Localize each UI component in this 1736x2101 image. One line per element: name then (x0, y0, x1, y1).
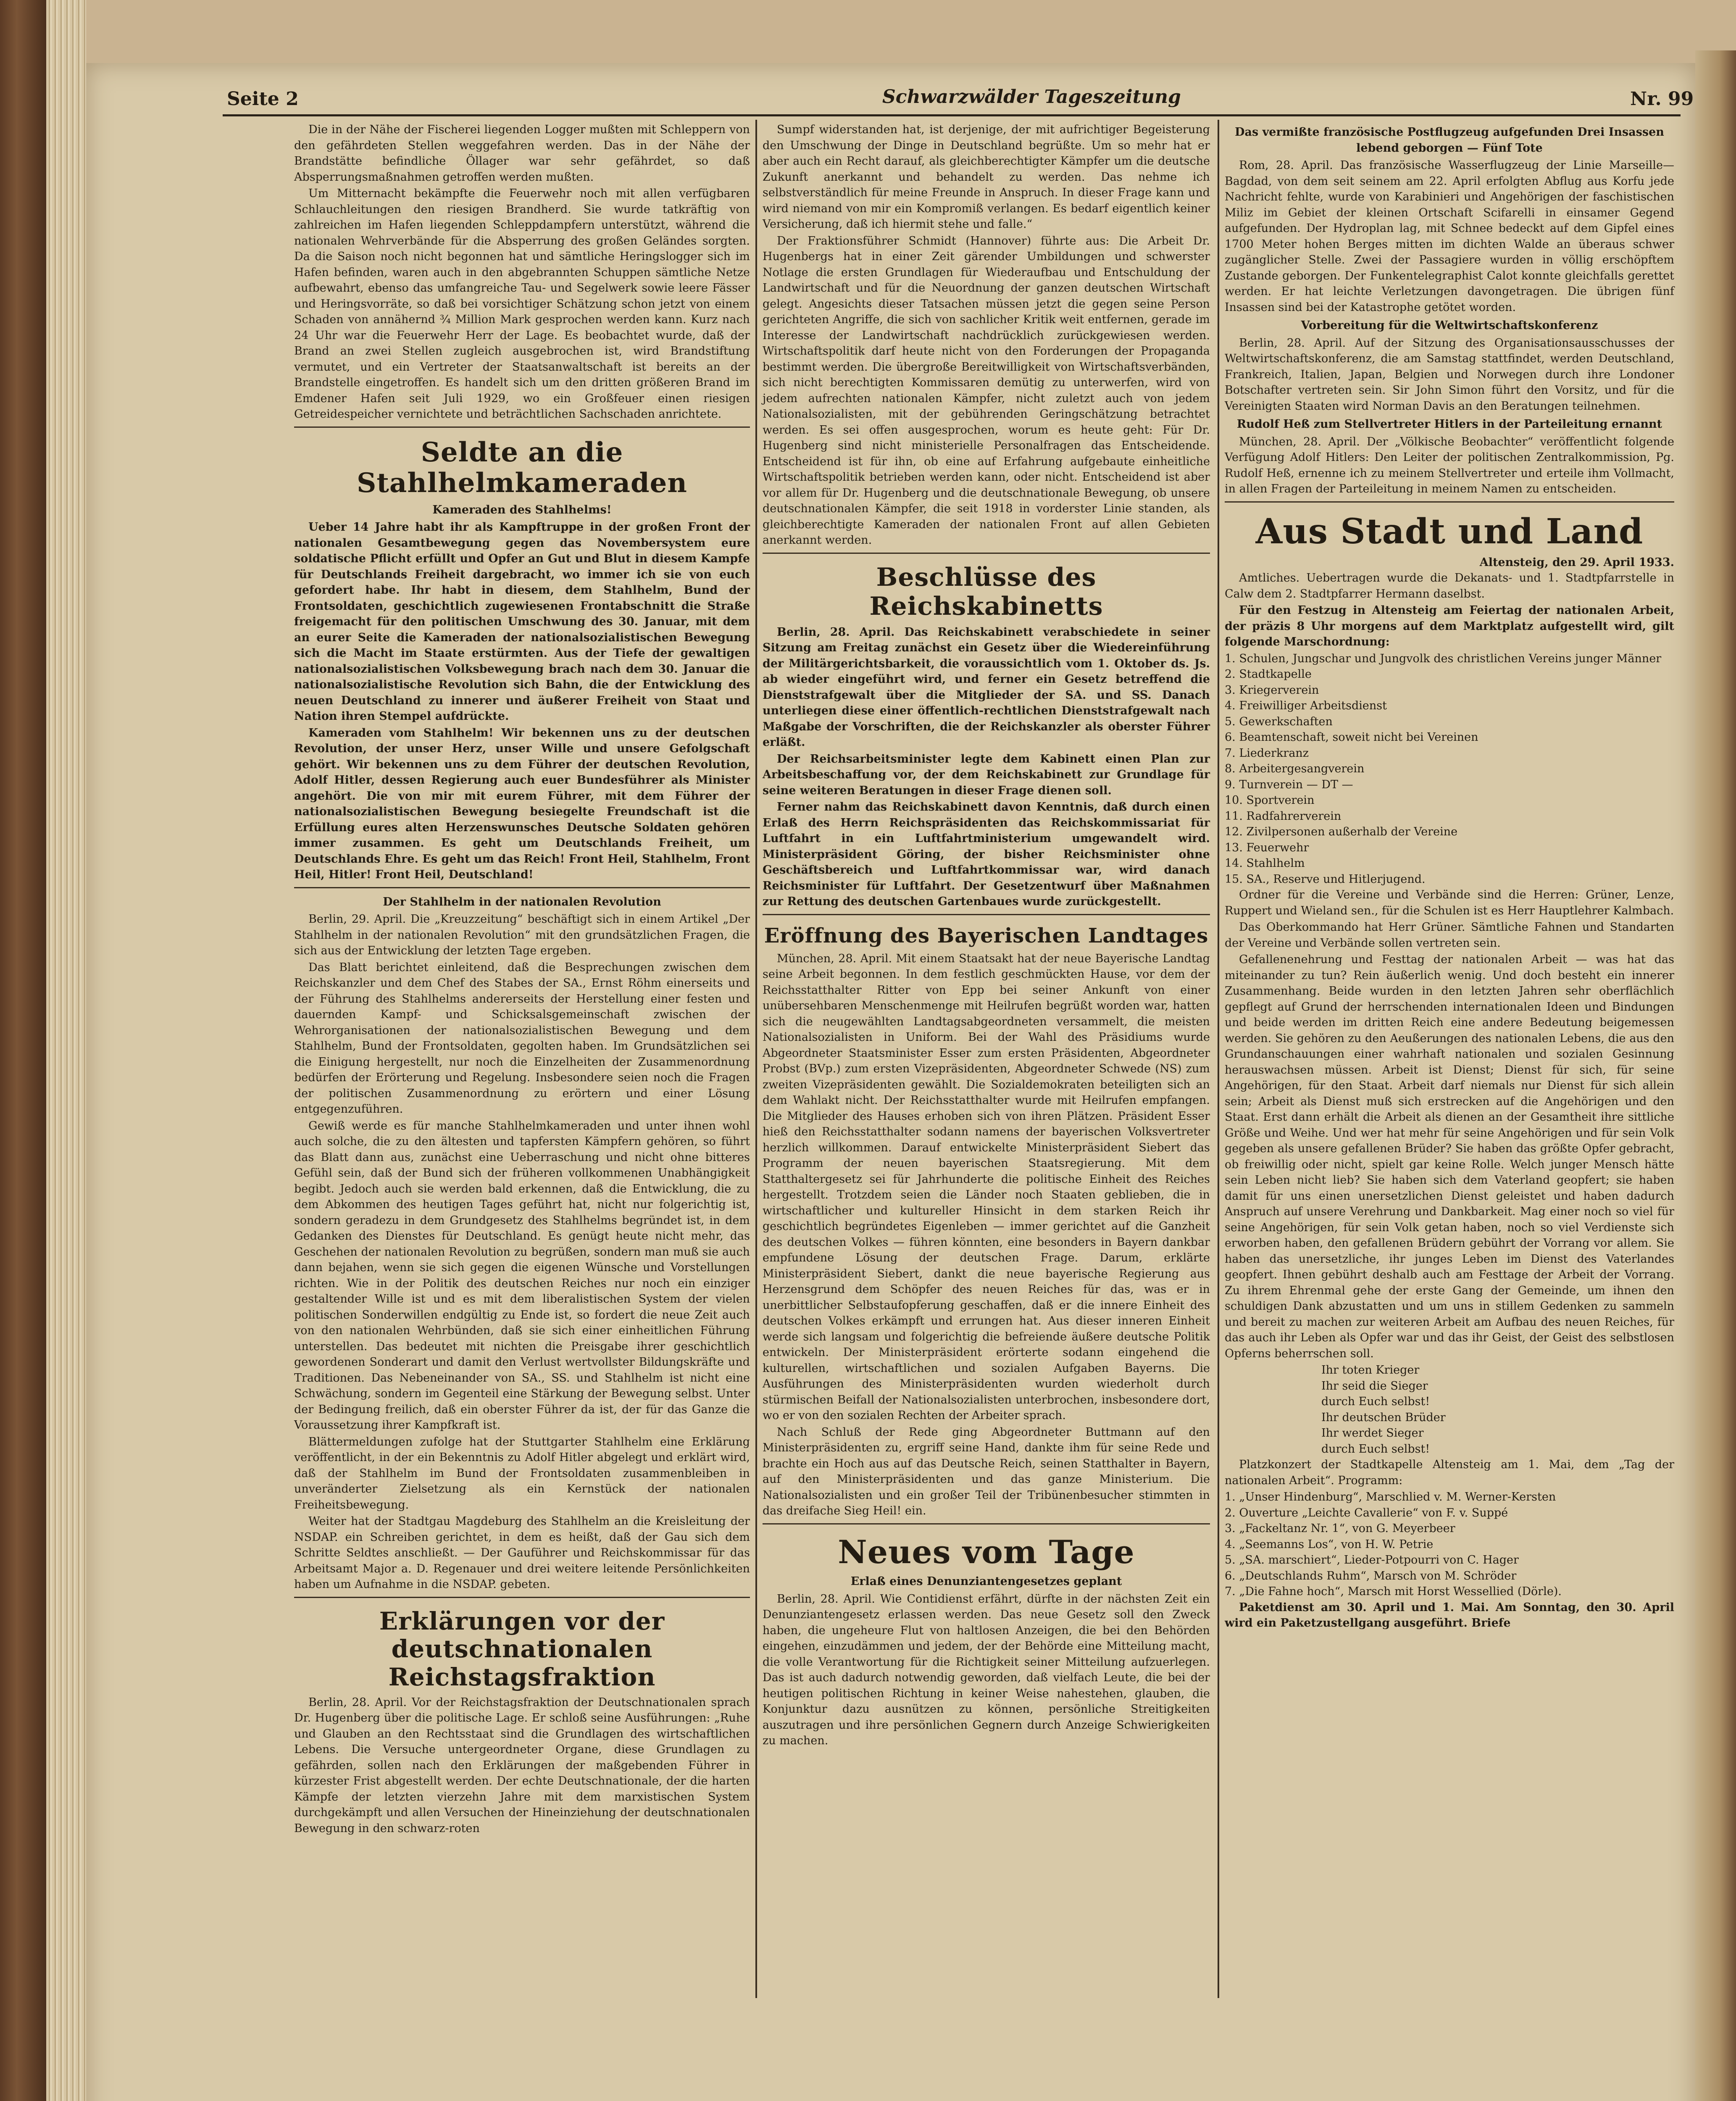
headline-erklaerungen: Erklärungen vor der deutschnationalen Reichstagsfraktion (379, 1606, 665, 1692)
list-item: 8. Arbeitergesangverein (1225, 762, 1365, 776)
headline-weltwirtschaftskonferenz: Vorbereitung für die Weltwirtschaftskonferenz (1301, 319, 1598, 332)
list-item: 10. Sportverein (1225, 794, 1315, 807)
list-item: 7. „Die Fahne hoch“, Marsch mit Horst Wessellied (Dörle). (1225, 1585, 1562, 1598)
list-item: 9. Turnverein — DT — (1225, 778, 1353, 791)
article-paragraph: Kameraden vom Stahlhelm! Wir bekennen uns zu der deutschen Revolution, der unser Herz, unser Wille und unsere Gefolgschaft gehört. Wir bekennen uns zu dem Führer der deutschen Revolution, Adolf Hitler, dessen Regierung auch euer Bundesführer als Minister angehört. Die von mir mit eurem Führer, mit dem Führer der nationalsozialistischen Bewegung besiegelte Freundschaft ist die Erfüllung eures alten Herzenswunsches Deutsche Soldaten gehören immer zusammen. Es geht um Deutschlands Freiheit, um Deutschlands Ehre. Es geht um das Reich! Front Heil, Stahlhelm, Front Heil, Hitler! Front Heil, Deutschland! (294, 726, 750, 882)
article-paragraph: Platzkonzert der Stadtkapelle Altensteig am 1. Mai, dem „Tag der nationalen Arbeit“. Programm: (1225, 1458, 1674, 1487)
list-item: 4. Freiwilliger Arbeitsdienst (1225, 699, 1387, 713)
list-item: 13. Feuerwehr (1225, 841, 1309, 854)
article-divider (763, 1523, 1210, 1524)
issue-number: Nr. 99 (1630, 88, 1694, 110)
binding-edge (46, 0, 86, 2101)
list-item: 2. Ouverture „Leichte Cavallerie“ von F. v. Suppé (1225, 1506, 1508, 1519)
article-paragraph: Weiter hat der Stadtgau Magdeburg des Stahlhelm an die Kreisleitung der NSDAP. ein Schreiben gerichtet, in dem es heißt, daß der Gau sich dem Schritte Seldtes anschließt. — Der Gauführer und Reichskommissar für das Arbeitsamt Major a. D. Regenauer und drei weitere leitende Persönlichkeiten haben um Aufnahme in die NSDAP. gebeten. (294, 1515, 750, 1591)
article-paragraph: Berlin, 28. April. Vor der Reichstagsfraktion der Deutschnationalen sprach Dr. Hugenberg über die politische Lage. Er schloß seine Ausführungen: „Ruhe und Glauben an den Rechtsstaat sind die Grundlagen des wirtschaftlichen Lebens. Die Versuche untergeordneter Organe, diese Grundlagen zu gefährden, sollen nach den Erklärungen der maßgebenden Führer in kürzester Frist abgestellt werden. Der echte Deutschnationale, der die harten Kämpfe der letzten vierzehn Jahre mit dem marxistischen System durchgekämpft und allen Versuchen der Hineinziehung der deutschnationalen Bewegung in den schwarz-roten (294, 1696, 750, 1835)
list-item: 3. Kriegerverein (1225, 683, 1319, 697)
list-item: 2. Stadtkapelle (1225, 668, 1312, 681)
headline-neues-vom-tage: Neues vom Tage (838, 1533, 1135, 1571)
list-item: 6. „Deutschlands Ruhm“, Marsch von M. Schröder (1225, 1569, 1517, 1582)
article-paragraph: Sumpf widerstanden hat, ist derjenige, der mit aufrichtiger Begeisterung den Umschwung der Dinge in Deutschland begrüßte. Um so mehr hat er aber auch ein Recht darauf, als gleichberechtigter Kämpfer um die deutsche Zukunft anerkannt und behandelt zu werden. Das nehme ich selbstverständlich für meine Freunde in Anspruch. In dieser Frage kann und wird niemand von mir ein Kompromiß verlangen. Es bedarf eigentlich keiner Versicherung, daß ich hiermit stehe und falle.“ (763, 123, 1210, 231)
article-paragraph: Das Oberkommando hat Herr Grüner. Sämtliche Fahnen und Standarten der Vereine und Verbände sollen vertreten sein. (1225, 921, 1674, 950)
list-item: 5. „SA. marschiert“, Lieder-Potpourri von C. Hager (1225, 1553, 1519, 1567)
headline-reichskabinett: Beschlüsse des Reichskabinetts (869, 562, 1103, 621)
column-1 (294, 122, 750, 1837)
article-paragraph: Gewiß werde es für manche Stahlhelmkameraden und unter ihnen wohl auch solche, die zu den ältesten und tapfersten Kämpfern gehören, so führt das Blatt dann aus, zunächst eine Ueberraschung und nicht ohne bitteres Gefühl sein, daß der Bund sich der früheren vollkommenen Unabhängigkeit begibt. Jedoch auch sie werden bald erkennen, daß die Entwicklung, die zu dem Abkommen des heutigen Tages geführt hat, nicht nur folgerichtig ist, sondern geradezu in dem Grundgesetz des Stahlhelms begründet ist, in dem Gedanken des Dienstes für Deutschland. Es genügt heute nicht mehr, das Geschehen der nationalen Revolution zu begrüßen, sondern man muß sie auch dann bejahen, wenn sie sich gegen die eigenen Wünsche und Vorstellungen richten. Wie in der Politik des deutschen Reiches nur noch ein einziger gestaltender Wille ist und es mit dem liberalistischen System der vielen politischen Sonderwillen endgültig zu Ende ist, so fordert die neue Zeit auch von den nationalen Wehrbünden, daß sie sich einer einheitlichen Führung unterstellen. Das bedeutet mit nichten die Preisgabe ihrer geschichtlich gewordenen Sonderart und damit den Verlust wertvollster Bildungskräfte und Traditionen. Das Nebeneinander von SA., SS. und Stahlhelm ist nicht eine Schwächung, sondern im Gegenteil eine Stärkung der Bewegung selbst. Unter der Bedingung freilich, daß ein oberster Führer da ist, der für das Ganze die Voraussetzung ihrer Kampfkraft ist. (294, 1119, 750, 1432)
article-paragraph: Ferner nahm das Reichskabinett davon Kenntnis, daß durch einen Erlaß des Herrn Reichspräsidenten das Reichskommissariat für Luftfahrt in ein Luftfahrtministerium umgewandelt wird. Ministerpräsident Göring, der bisher Reichsminister ohne Geschäftsbereich und Luftfahrtkommissar war, wird danach Reichsminister für Luftfahrt. Der Gesetzentwurf über Maßnahmen zur Rettung des deutschen Gartenbaues wurde zurückgestellt. (763, 800, 1210, 908)
list-item: 6. Beamtenschaft, soweit nicht bei Vereinen (1225, 731, 1478, 744)
article-divider (763, 553, 1210, 554)
headline-stahlhelm-revolution: Der Stahlhelm in der nationalen Revolution (383, 895, 661, 908)
header-rule (223, 114, 1681, 116)
article-paragraph: München, 28. April. Mit einem Staatsakt hat der neue Bayerische Landtag seine Arbeit begonnen. In dem festlich geschmückten Hause, vor dem der Reichsstatthalter Ritter von Epp bei seiner Ankunft von einer unübersehbaren Menschenmenge mit Heilrufen begrüßt worden war, hatten sich die neugewählten Landtagsabgeordneten versammelt, die meisten Nationalsozialisten in Uniform. Bei der Wahl des Präsidiums wurde Abgeordneter Staatsminister Esser zum ersten Präsidenten, Abgeordneter Probst (BVp.) zum ersten Vizepräsidenten, Abgeordneter Schwede (NS) zum zweiten Vizepräsidenten gewählt. Die Sozialdemokraten beteiligten sich an dem Wahlakt nicht. Der Reichsstatthalter wurde mit Heilrufen empfangen. Die Mitglieder des Hauses erhoben sich von ihren Plätzen. Präsident Esser hieß den Reichsstatthalter sodann namens der bayerischen Volksvertreter herzlich willkommen. Darauf entwickelte Ministerpräsident Siebert das Programm der neuen bayerischen Staatsregierung. Mit dem Statthaltergesetz sei für Jahrhunderte die politische Einheit des Reiches hergestellt. Trotzdem seien die Länder noch Staaten geblieben, die in wirtschaftlicher und kultureller Hinsicht in dem starken Reich ihr geschichtlich begründetes Eigenleben — immer gerichtet auf die Ganzheit des deutschen Volkes — führen könnten, eine besonders in Bayern dankbar empfundene Lösung der deutschen Frage. Darum, erklärte Ministerpräsident Siebert, dankt die neue bayerische Regierung aus Herzensgrund dem Schöpfer des neuen Reiches für das, was er in unerbittlicher Selbstaufopferung geschaffen, daß er die innere Einheit des deutschen Volkes erkämpft und errungen hat. Aus dieser inneren Einheit werde sich langsam und folgerichtig die befreiende äußere deutsche Politik entwickeln. Der Ministerpräsident erörterte sodann eingehend die kulturellen, wirtschaftlichen und sozialen Aufgaben Bayerns. Die Ausführungen des Ministerpräsidenten wurden wiederholt durch stürmischen Beifall der Nationalsozialisten unterbrochen, insbesondere dort, wo er von den sozialen Rechten der Arbeiter sprach. (763, 952, 1210, 1422)
poem-line: Ihr seid die Sieger (1321, 1379, 1428, 1393)
article-paragraph: Nach Schluß der Rede ging Abgeordneter Buttmann auf den Ministerpräsidenten zu, ergriff seine Hand, dankte ihm für seine Rede und brachte ein Hoch aus auf das Deutsche Reich, seinen Statthalter in Bayern, auf den Ministerpräsidenten und das ganze Ministerium. Die Nationalsozialisten und ein großer Teil der Tribünenbesucher stimmten in das dreifache Sieg Heil! ein. (763, 1425, 1210, 1518)
poem-line: Ihr deutschen Brüder (1321, 1411, 1446, 1424)
article-paragraph: Rom, 28. April. Das französische Wasserflugzeug der Linie Marseille—Bagdad, von dem seit seinem am 22. April erfolgten Abflug aus Korfu jede Nachricht fehlte, wurde von Karabinieri und Angehörigen der faschistischen Miliz im Gebiet der kleinen Ortschaft Scifarelli in einsamer Gegend aufgefunden. Der Hydroplan lag, mit Schnee bedeckt auf dem Gipfel eines 1700 Meter hohen Berges mitten im dichten Walde an überaus schwer zugänglicher Stelle. Zwei der Passagiere wurden in völlig erschöpftem Zustande geborgen. Der Funkentelegraphist Calot konnte gleichfalls gerettet werden. Er hat leichte Verletzungen davongetragen. Die übrigen fünf Insassen sind bei der Katastrophe getötet worden. (1225, 159, 1674, 314)
list-item: 1. Schulen, Jungschar und Jungvolk des christlichen Vereins junger Männer (1225, 652, 1662, 665)
article-divider (763, 914, 1210, 915)
poem-line: durch Euch selbst! (1321, 1442, 1430, 1456)
article-paragraph: Der Reichsarbeitsminister legte dem Kabinett einen Plan zur Arbeitsbeschaffung vor, der dem Reichskabinett zur Grundlage für seine weiteren Beratungen in dieser Frage dienen soll. (763, 752, 1210, 797)
list-item: 14. Stahlhelm (1225, 857, 1305, 870)
article-paragraph: Ueber 14 Jahre habt ihr als Kampftruppe in der großen Front der nationalen Gesamtbewegung gegen das Novembersystem eure soldatische Pflicht erfüllt und Opfer an Gut und Blut in diesem Kampfe für Deutschlands Freiheit dargebracht, wo immer ich sie von euch gefordert habe. Ihr habt in diesem, dem Stahlhelm, Bund der Frontsoldaten, geschichtlich zugewiesenen Frontabschnitt die Straße freigemacht für den politischen Umschwung des 30. Januar, mit dem an eurer Seite die Kameraden der nationalsozialistischen Bewegung sich die Macht im Staate erstürmten. Aus der Tiefe der gewaltigen nationalsozialistischen Volksbewegung brach nach dem 30. Januar die nationalsozialistische Revolution sich Bahn, die der Entwicklung des neuen Deutschland zu innerer und äußerer Freiheit von Staat und Nation ihren Stempel aufdrückte. (294, 521, 750, 723)
subheading: Erlaß eines Denunziantengesetzes geplant (850, 1575, 1122, 1588)
subheading: Kameraden des Stahlhelms! (432, 503, 612, 516)
headline-seldte: Seldte an die Stahlhelmkameraden (357, 436, 687, 499)
article-divider (1225, 501, 1674, 503)
article-paragraph: Berlin, 28. April. Das Reichskabinett verabschiedete in seiner Sitzung am Freitag zunächst ein Gesetz über die Wiedereinführung der Militärgerichtsbarkeit, die voraussichtlich vom 1. Oktober ds. Js. ab wieder eingeführt wird, und ferner ein Gesetz betreffend die Dienststrafgewalt über die Mitglieder der SA. und SS. Danach unterliegen diese einer öffentlich-rechtlichen Dienststrafgewalt nach Maßgabe der Vorschriften, die der Reichskanzler als oberster Führer erläßt. (763, 625, 1210, 749)
list-item: 15. SA., Reserve und Hitlerjugend. (1225, 872, 1426, 886)
newspaper-title: Schwarzwälder Tageszeitung (882, 86, 1181, 108)
list-item: 5. Gewerkschaften (1225, 715, 1333, 728)
poem-line: Ihr toten Krieger (1321, 1364, 1420, 1377)
article-paragraph: Das Blatt berichtet einleitend, daß die Besprechungen zwischen dem Reichskanzler und dem Chef des Stabes der SA., Ernst Röhm einerseits und der Führung des Stahlhelms andererseits der Herstellung einer festen und dauernden Kampf- und Schicksalsgemeinschaft zwischen der Wehrorganisationen der nationalsozialistischen Bewegung und dem Stahlhelm, Bund der Frontsoldaten, gegolten haben. Im Grundsätzlichen sei die Einigung hergestellt, nur noch die Einzelheiten der Zusammenordnung bedürfen der Erörterung und Regelung. Insbesondere seien noch die Fragen der politischen Zusammenordnung zu erörtern und einer Lösung entgegenzuführen. (294, 961, 750, 1116)
article-divider (294, 427, 750, 428)
concert-program-list (1225, 1489, 1674, 1600)
list-item: 4. „Seemanns Los“, von H. W. Petrie (1225, 1538, 1434, 1551)
article-paragraph: Für den Festzug in Altensteig am Feiertag der nationalen Arbeit, der präzis 8 Uhr morgens auf dem Marktplatz aufgestellt wird, gilt folgende Marschordnung: (1225, 604, 1674, 649)
list-item: 12. Zivilpersonen außerhalb der Vereine (1225, 825, 1458, 839)
article-paragraph: Um Mitternacht bekämpfte die Feuerwehr noch mit allen verfügbaren Schlauchleitungen den riesigen Brandherd. Sie wurde tatkräftig von zahlreichen im Hafen liegenden Schleppdampfern unterstützt, während die nationalen Wehrverbände für die Absperrung des großen Geländes sorgten. Da die Saison noch nicht begonnen hat und sämtliche Heringslogger sich im Hafen befinden, waren auch in den abgebrannten Schuppen sämtliche Netze aufbewahrt, ebenso das umfangreiche Tau- und Segelwerk sowie leere Fässer und Heringsvorräte, so daß bei vorsichtiger Schätzung schon jetzt von einem Schaden von annähernd ¾ Million Mark gesprochen werden kann. Kurz nach 24 Uhr war die Feuerwehr Herr der Lage. Es beobachtet wurde, daß der Brand an zwei Stellen zugleich ausgebrochen ist, wird Brandstiftung vermutet, und ein Vertreter der Staatsanwaltschaft ist bereits an der Brandstelle eingetroffen. Es handelt sich um den dritten größeren Brand im Emdener Hafen seit Juli 1929, wo ein Großfeuer einen riesigen Getreidespeicher vernichtete und beträchtlichen Sachschaden anrichtete. (294, 187, 750, 421)
article-paragraph: Blättermeldungen zufolge hat der Stuttgarter Stahlhelm eine Erklärung veröffentlicht, in der ein Bekenntnis zu Adolf Hitler abgelegt und erklärt wird, daß der Stahlhelm im Bund der Frontsoldaten zusammenbleiben in unveränderter Zielsetzung als ein Kernstück der nationalen Freiheitsbewegung. (294, 1435, 750, 1511)
article-paragraph: Gefallenenehrung und Festtag der nationalen Arbeit — was hat das miteinander zu tun? Rein äußerlich wenig. Und doch besteht ein innerer Zusammenhang. Beide wurden in den letzten Jahren sehr oberflächlich gepflegt auf Grund der herrschenden internationalen Ideen und Bindungen und beide werden im dritten Reich eine andere Bedeutung beigemessen werden. Sie gehören zu den Aeußerungen des nationalen Lebens, die aus den Grundanschauungen einer wahrhaft nationalen und sozialen Gesinnung herauswachsen müssen. Arbeit ist Dienst; Dienst für sich, für seine Angehörigen, für den Staat. Arbeit darf niemals nur Dienst für sich allein sein; Arbeit als Dienst muß sich erstrecken auf die Angehörigen und den Staat. Erst dann erhält die Arbeit als dienen an der Gesamtheit ihre sittliche Größe und Weihe. Und wer hat mehr für seine Angehörigen und für sein Volk gegeben als unsere gefallenen Brüder? Sie haben das größte Opfer gebracht, ob freiwillig oder nicht, spielt gar keine Rolle. Welch junger Mensch hätte sein Leben nicht lieb? Sie haben sich dem Vaterland geopfert; sie haben damit für uns einen unersetzlichen Dienst geleistet und haben dadurch Anspruch auf unsere Verehrung und Dankbarkeit. Mag einer noch so viel für seine Angehörigen, für sein Volk getan haben, noch so viel Verdienste sich erworben haben, den gefallenen Brüdern gebührt der Vorrang vor allem. Sie haben das unersetzliche, ihr junges Leben im Dienst des Vaterlandes geopfert. Ihnen gebührt deshalb auch am Festtage der Arbeit der Vorrang. Zu ihrem Ehrenmal gehe der erste Gang der Gemeinde, um ihnen den schuldigen Dank abzustatten und um uns in stillem Gedenken zu sammeln und bereit zu machen zur weiteren Arbeit am Aufbau des neuen Reiches, für das auch ihr Leben als Opfer war und das ihr Geist, der Geist des selbstlosen Opferns beherrschen soll. (1225, 953, 1674, 1360)
headline-bayerischer-landtag: Eröffnung des Bayerischen Landtages (764, 924, 1209, 948)
article-paragraph: Die in der Nähe der Fischerei liegenden Logger mußten mit Schleppern von den gefährdeten Stellen weggefahren werden. Das in der Nähe der Brandstätte befindliche Öllager war sehr gefährdet, so daß Absperrungsmaßnahmen getroffen werden mußten. (294, 123, 750, 184)
list-item: 7. Liederkranz (1225, 746, 1309, 760)
article-divider (294, 887, 750, 888)
column-divider (755, 120, 757, 1998)
column-2 (763, 122, 1210, 1750)
article-divider (294, 1597, 750, 1598)
poem (1321, 1362, 1674, 1457)
article-paragraph: Der Fraktionsführer Schmidt (Hannover) führte aus: Die Arbeit Dr. Hugenbergs hat in einer Zeit gärender Umbildungen und schwerster Notlage die ersten Grundlagen für Wiederaufbau und Entschuldung der Landwirtschaft und für die Neuordnung der ganzen deutschen Wirtschaft gelegt. Angesichts dieser Tatsachen müssen jetzt die gegen seine Person gerichteten Angriffe, die sich von sachlicher Kritik weit entfernen, gerade im Interesse der Landwirtschaft nachdrücklich zurückgewiesen werden. Wirtschaftspolitik darf heute nicht von den Forderungen der Propaganda bestimmt werden. Die übergroße Bereitwilligkeit von Wirtschaftsverbänden, sich nicht berechtigten Kommissaren demütig zu unterwerfen, wird von jedem aufrechten nationalen Kämpfer, nicht zuletzt auch von jedem Nationalsozialisten, mit der gebührenden Geringschätzung betrachtet werden. Es sei offen ausgesprochen, worum es heute geht: Für Dr. Hugenberg sind nicht ministerielle Personalfragen das Entscheidende. Entscheidend ist für ihn, ob eine auf Erfahrung aufgebaute einheitliche Wirtschaftspolitik betrieben werden kann, oder nicht. Entscheidend ist aber vor allem für Dr. Hugenberg und die deutschnationale Bewegung, ob unsere deutschnationalen Kämpfer, die seit 1918 in vorderster Linie standen, als gleichberechtigte Kameraden der nationalen Front auf allen Gebieten anerkannt werden. (763, 234, 1210, 547)
list-item: 3. „Fackeltanz Nr. 1“, von G. Meyerbeer (1225, 1522, 1455, 1535)
dateline: Altensteig, den 29. April 1933. (1479, 556, 1674, 569)
article-paragraph: Ordner für die Vereine und Verbände sind die Herren: Grüner, Lenze, Ruppert und Wieland sen., für die Schulen ist es Herr Hauptlehrer Kalmbach. (1225, 888, 1674, 917)
column-divider (1218, 120, 1219, 1998)
article-paragraph: Berlin, 28. April. Auf der Sitzung des Organisationsausschusses der Weltwirtschaftskonferenz, die am Samstag stattfindet, werden Deutschland, Frankreich, Italien, Japan, Belgien und Norwegen durch ihre Londoner Botschafter vertreten sein. Sir John Simon führt den Vorsitz, und für die Vereinigten Staaten wird Norman Davis an den Beratungen teilnehmen. (1225, 336, 1674, 413)
article-paragraph: Berlin, 28. April. Wie Contidienst erfährt, dürfte in der nächsten Zeit ein Denunziantengesetz erlassen werden. Das neue Gesetz soll den Zweck haben, die ungeheure Flut von haltlosen Anzeigen, die bei den Behörden eingehen, einzudämmen und jedem, der der Behörde eine Mitteilung macht, die volle Verantwortung für die Richtigkeit seiner Mitteilung aufzuerlegen. Das ist auch dadurch notwendig geworden, daß vielfach Leute, die bei der heutigen politischen Richtung in keiner Weise nahestehen, glauben, die Konjunktur dazu ausnützen zu können, persönliche Streitigkeiten auszutragen und ihre persönlichen Gegnern durch Anzeige Schwierigkeiten zu machen. (763, 1592, 1210, 1748)
page-number: Seite 2 (227, 88, 299, 110)
article-paragraph: Amtliches. Uebertragen wurde die Dekanats- und 1. Stadtpfarrstelle in Calw dem 2. Stadtpfarrer Hermann daselbst. (1225, 571, 1674, 600)
poem-line: durch Euch selbst! (1321, 1395, 1430, 1409)
article-paragraph: München, 28. April. Der „Völkische Beobachter“ veröffentlicht folgende Verfügung Adolf Hitlers: Den Leiter der politischen Zentralkommission, Pg. Rudolf Heß, ernenne ich zu meinem Stellvertreter und erteile ihm Vollmacht, in allen Fragen der Parteileitung in meinem Namen zu entscheiden. (1225, 435, 1674, 495)
article-paragraph: Berlin, 29. April. Die „Kreuzzeitung“ beschäftigt sich in einem Artikel „Der Stahlhelm in der nationalen Revolution“ mit den grundsätzlichen Fragen, die sich aus der Entwicklung der letzten Tage ergeben. (294, 913, 750, 958)
list-item: 1. „Unser Hindenburg“, Marschlied v. M. Werner-Kersten (1225, 1490, 1556, 1504)
marching-order-list (1225, 651, 1674, 887)
page-edge (1695, 50, 1736, 2101)
poem-line: Ihr werdet Sieger (1321, 1427, 1424, 1440)
article-paragraph: Paketdienst am 30. April und 1. Mai. Am Sonntag, den 30. April wird ein Paketzustellgang ausgeführt. Briefe (1225, 1601, 1674, 1630)
headline-postflugzeug: Das vermißte französische Postflugzeug aufgefunden Drei Insassen lebend geborgen — Fünf Tote (1235, 126, 1664, 155)
headline-aus-stadt-und-land: Aus Stadt und Land (1255, 511, 1644, 552)
list-item: 11. Radfahrerverein (1225, 809, 1341, 823)
column-3 (1225, 122, 1674, 1632)
headline-rudolf-hess: Rudolf Heß zum Stellvertreter Hitlers in der Parteileitung ernannt (1236, 418, 1662, 431)
